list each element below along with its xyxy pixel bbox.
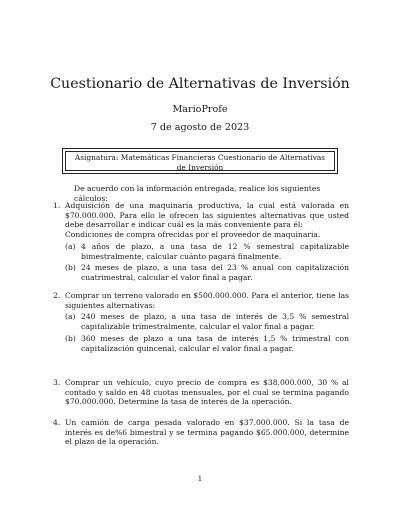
question-number: 2. xyxy=(53,291,61,300)
intro-text: De acuerdo con la información entregada, realice los siguientes cálculos: xyxy=(74,184,321,203)
option-label: (b) xyxy=(65,333,76,343)
option-text: 24 meses de plazo, a una tasa del 23 % anual con capitalización cuatrimestral, calcular el valor final a pagar. xyxy=(81,263,349,282)
question-1-option-a xyxy=(65,242,349,261)
question-2-option-a xyxy=(65,312,349,331)
option-text: 240 meses de plazo, a una tasa de interés de 3,5 % semestral capitalizable trimestralmente, calcular el valor final a pagar. xyxy=(81,312,349,332)
option-text: 360 meses de plazo a una tasa de interés 1,5 % trimestral con capitalización quincenal, calcular el valor final a pagar. xyxy=(81,333,349,353)
subject-box xyxy=(62,148,338,174)
option-label: (a) xyxy=(65,241,76,251)
question-number: 4. xyxy=(53,418,61,427)
document-title: Cuestionario de Alternativas de Inversión xyxy=(50,76,350,92)
question-2 xyxy=(53,291,349,353)
question-4 xyxy=(53,418,349,447)
option-label: (b) xyxy=(65,263,76,273)
option-label: (a) xyxy=(65,312,76,322)
question-number: 3. xyxy=(53,378,61,387)
question-extra: Condiciones de compra ofrecidas por el proveedor de maquinaria. xyxy=(65,230,321,240)
question-text: Comprar un terreno valorado en $500.000.000. Para el anterior, tiene las siguientes alternativas: xyxy=(65,291,349,310)
question-text: Un camión de carga pesada valorado en $37.000.000. Si la tasa de interés es de%6 bimestral y se termina pagando $65.000.000, determine el plazo de la operación. xyxy=(65,418,349,447)
question-text: Adquisición de una maquinaria productiva, la cual está valorada en $70.000.000. Para ello le ofrecen las siguientes alternativas que usted debe desarrollar e indicar cuál es la más conveniente para él: xyxy=(65,201,349,230)
question-2-option-b xyxy=(65,334,349,353)
option-text: 4 años de plazo, a una tasa de 12 % semestral capitalizable bimestralmente, calcular cuánto pagará finalmente. xyxy=(81,241,349,261)
document-author: MarioProfe xyxy=(172,104,228,115)
question-text: Comprar un vehículo, cuyo precio de compra es $38.000.000, 30 % al contado y saldo en 48 cuotas mensuales, por el cual se termina pagando $70.000.000. Determine la tasa de interés de la operación. xyxy=(65,378,349,407)
question-1 xyxy=(53,201,349,283)
question-1-option-b xyxy=(65,263,349,282)
subject-box-text: Asignatura: Matemáticas Financieras Cuestionario de Alternativas de Inversión xyxy=(65,151,335,171)
document-date: 7 de agosto de 2023 xyxy=(150,122,250,133)
page-number: 1 xyxy=(197,474,203,483)
question-number: 1. xyxy=(53,201,61,210)
question-3 xyxy=(53,378,349,407)
